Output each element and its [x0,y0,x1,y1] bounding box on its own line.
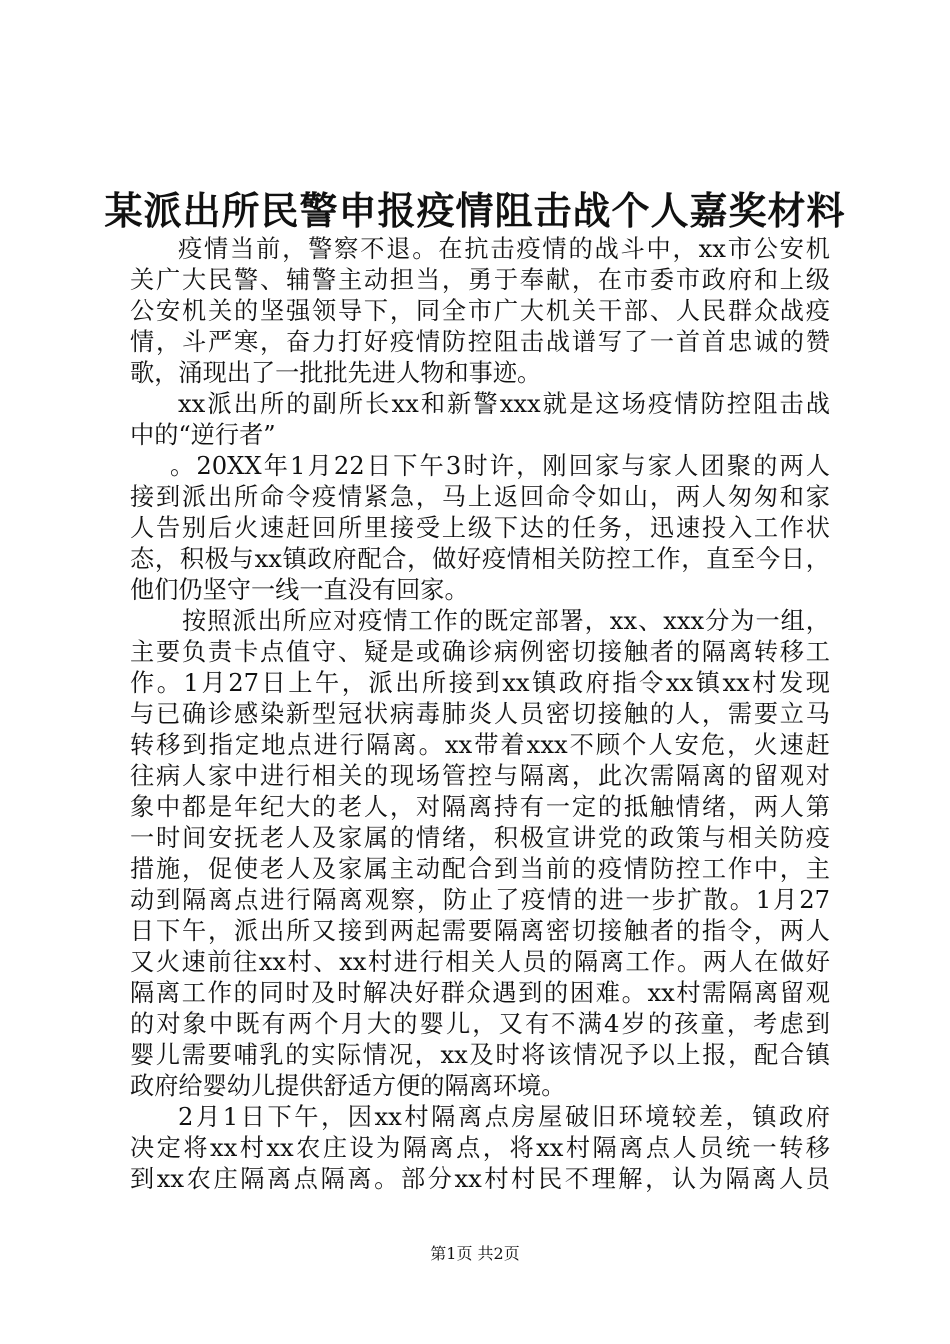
paragraph-line: 按照派出所应对疫情工作的既定部署，xx、xxx分为一组， [182,607,830,635]
paragraph-line: 关广大民警、辅警主动担当，勇于奉献，在市委市政府和上级 [130,266,830,294]
paragraph-line: 又火速前往xx村、xx村进行相关人员的隔离工作。两人在做好 [130,948,830,976]
paragraph-line: 2月1日下午，因xx村隔离点房屋破旧环境较差，镇政府 [178,1103,830,1131]
paragraph-line: 中的“逆行者” [130,421,276,449]
paragraph-line: 主要负责卡点值守、疑是或确诊病例密切接触者的隔离转移工 [130,638,830,666]
paragraph-line: 他们仍坚守一线一直没有回家。 [130,576,469,604]
paragraph-line: 歌，涌现出了一批批先进人物和事迹。 [130,359,542,387]
page-footer: 第1页 共2页 [430,1244,520,1263]
paragraph-line: 。20XX年1月22日下午3时许，刚回家与家人团聚的两人 [170,452,830,480]
paragraph-line: 措施，促使老人及家属主动配合到当前的疫情防控工作中，主 [130,855,830,883]
paragraph-line: 转移到指定地点进行隔离。xx带着xxx不顾个人安危，火速赶 [130,731,830,759]
paragraph-line: xx派出所的副所长xx和新警xxx就是这场疫情防控阻击战 [178,390,830,418]
paragraph-line: 政府给婴幼儿提供舒适方便的隔离环境。 [130,1072,566,1100]
paragraph-line: 往病人家中进行相关的现场管控与隔离，此次需隔离的留观对 [130,762,830,790]
paragraph-line: 与已确诊感染新型冠状病毒肺炎人员密切接触的人，需要立马 [130,700,830,728]
paragraph-line: 日下午，派出所又接到两起需要隔离密切接触者的指令，两人 [130,917,830,945]
paragraph-line: 作。1月27日上午，派出所接到xx镇政府指令xx镇xx村发现 [130,669,830,697]
paragraph-line: 疫情当前，警察不退。在抗击疫情的战斗中，xx市公安机 [178,235,830,263]
paragraph-line: 一时间安抚老人及家属的情绪，积极宣讲党的政策与相关防疫 [130,824,830,852]
paragraph-line: 象中都是年纪大的老人，对隔离持有一定的抵触情绪，两人第 [130,793,830,821]
paragraph-line: 态，积极与xx镇政府配合，做好疫情相关防控工作，直至今日， [130,545,830,573]
paragraph-line: 公安机关的坚强领导下，同全市广大机关干部、人民群众战疫 [130,297,830,325]
document-body [130,234,830,1195]
paragraph-line: 动到隔离点进行隔离观察，防止了疫情的进一步扩散。1月27 [130,886,830,914]
paragraph-line: 到xx农庄隔离点隔离。部分xx村村民不理解，认为隔离人员 [130,1165,830,1193]
paragraph-line: 接到派出所命令疫情紧急，马上返回命令如山，两人匆匆和家 [130,483,830,511]
paragraph-line: 人告别后火速赶回所里接受上级下达的任务，迅速投入工作状 [130,514,830,542]
paragraph-line: 决定将xx村xx农庄设为隔离点，将xx村隔离点人员统一转移 [130,1134,830,1162]
paragraph-line: 婴儿需要哺乳的实际情况，xx及时将该情况予以上报，配合镇 [130,1041,830,1069]
paragraph-line: 隔离工作的同时及时解决好群众遇到的困难。xx村需隔离留观 [130,979,830,1007]
document-title: 某派出所民警申报疫情阻击战个人嘉奖材料 [104,188,846,233]
paragraph-line: 情，斗严寒，奋力打好疫情防控阻击战谱写了一首首忠诚的赞 [130,328,830,356]
paragraph-line: 的对象中既有两个月大的婴儿，又有不满4岁的孩童，考虑到 [130,1010,830,1038]
